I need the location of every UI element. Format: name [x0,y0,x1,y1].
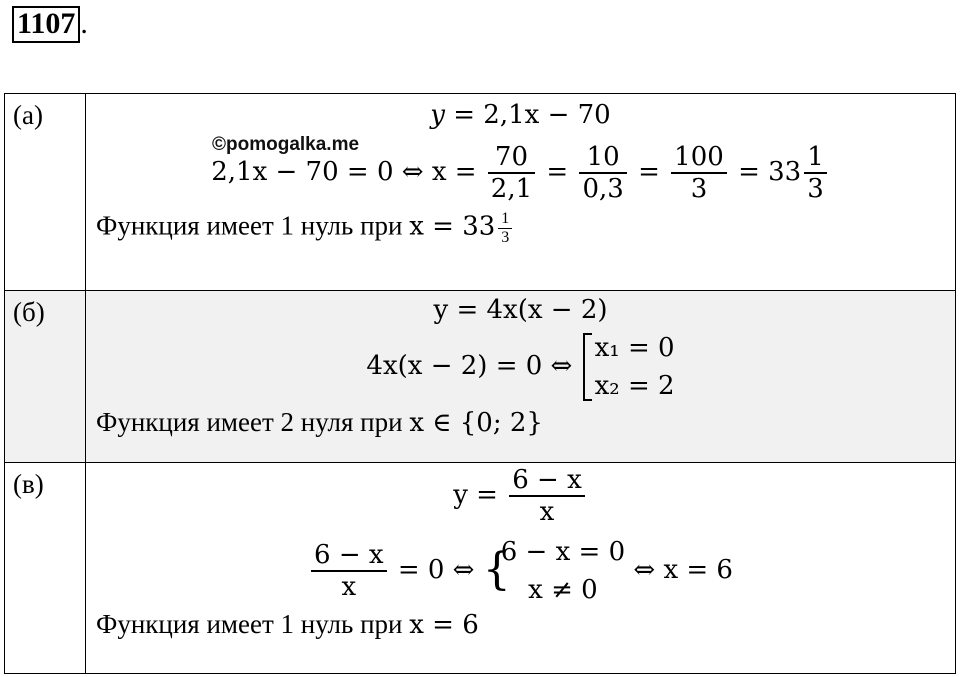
fraction-small-1-over-3: $\frac{1}{3}$ [498,210,512,247]
problem-number-box: 1107 [12,6,80,43]
part-b-equation: y = 4x(x − 2) [433,295,608,325]
part-c-label: (в) [5,463,86,674]
part-c-conclusion: Функция имеет 1 нуль при x = 6 [96,609,479,640]
system-brace: { 6 − x = 0 x ≠ 0 [482,537,626,605]
problem-number: 1107 . [12,6,88,43]
part-a-conclusion: Функция имеет 1 нуль при x = 33 $\frac{1}{3}$ [86,210,955,247]
fraction-6-minus-x-over-x: $\frac{6 - x}{x}$ [509,465,585,527]
part-a-label: (а) [5,94,86,291]
part-a-solve-line: 2,1x − 70 = 0 ⇔ x = $\frac{70}{2,1}$ = $\frac{10}{0,3}$ = $\frac{100}{3}$ = 33 $\frac{1}{3}$ [86,142,955,204]
part-b-conclusion: Функция имеет 2 нуля при x ∈ {0; 2} [96,407,543,438]
solution-table [4,93,956,674]
part-b-solve-line: 4x(x − 2) = 0 ⇔ x₁ = 0 x₂ = 2 [86,329,955,405]
part-a-content [86,94,956,291]
part-b-row [5,291,956,463]
part-c-solve-line: $\frac{6 - x}{x}$ = 0 ⇔ { 6 − x = 0 x ≠ 0 ⇔ x = 6 [86,533,955,609]
solution-set-bracket: x₁ = 0 x₂ = 2 [581,329,675,405]
part-a-row [5,94,956,291]
part-c-row [5,463,956,674]
brace-glyph: { [482,544,511,595]
watermark: ©pomogalka.me [212,134,360,155]
part-a-equation: y = 2,1x − 70 [430,100,611,130]
part-b-content [86,291,956,463]
fraction-70-over-2-1: $\frac{70}{2,1}$ [488,142,535,204]
fraction-6-minus-x-over-x-lhs: $\frac{6 - x}{x}$ [311,540,387,602]
fraction-100-over-3: $\frac{100}{3}$ [671,142,727,204]
part-c-equation: y = $\frac{6 - x}{x}$ [86,465,955,527]
part-b-label: (б) [5,291,86,463]
part-c-content [86,463,956,674]
fraction-1-over-3: $\frac{1}{3}$ [804,142,827,204]
fraction-10-over-0-3: $\frac{10}{0,3}$ [579,142,626,204]
